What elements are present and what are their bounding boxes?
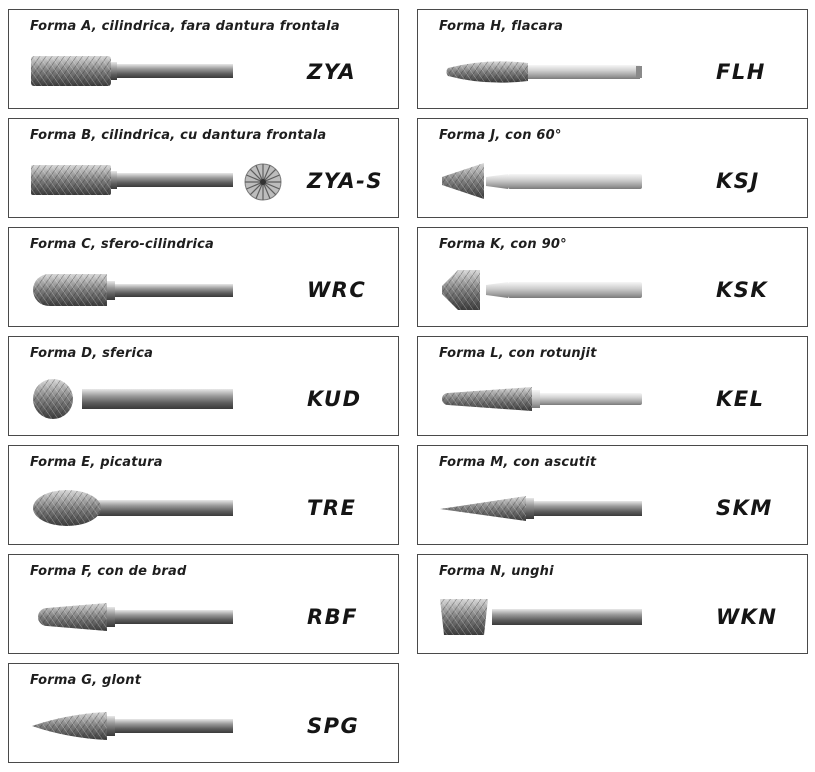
card-title: Forma D, sferica [30,346,154,361]
product-code: WRC [307,278,367,302]
product-code: SPG [307,714,360,738]
burr-card-c [8,227,399,327]
burr-card-b [8,118,399,218]
product-code: ZYA [307,60,357,84]
card-title: Forma L, con rotunjit [439,346,597,361]
cylindrical-burr-icon [27,48,237,98]
product-code: KUD [307,387,362,411]
burr-card-n [417,554,808,654]
ball-nose-cylindrical-burr-icon [27,266,237,316]
burr-card-l [417,336,808,436]
product-code: WKN [716,605,778,629]
tree-radius-burr-icon [27,593,237,643]
burr-card-d [8,336,399,436]
card-title: Forma E, picatura [30,455,163,470]
product-code: TRE [307,496,357,520]
burr-card-k [417,227,808,327]
card-title: Forma N, unghi [439,564,554,579]
oval-burr-icon [27,484,237,534]
card-title: Forma F, con de brad [30,564,187,579]
burr-card-e [8,445,399,545]
burr-card-m [417,445,808,545]
card-title: Forma B, cilindrica, cu dantura frontala [30,128,327,143]
product-code: SKM [716,496,773,520]
card-title: Forma A, cilindrica, fara dantura frontala [30,19,340,34]
card-title: Forma M, con ascutit [439,455,597,470]
cylindrical-end-cut-burr-icon [27,157,237,207]
burr-card-f [8,554,399,654]
cone-pointed-burr-icon [436,484,646,534]
product-code: KSJ [716,169,760,193]
cone-60-burr-icon [436,157,646,207]
card-title: Forma H, flacara [439,19,564,34]
end-face-icon [243,162,283,202]
product-code: RBF [307,605,359,629]
burr-card-a [8,9,399,109]
burr-card-g [8,663,399,763]
burr-card-h [417,9,808,109]
tree-pointed-burr-icon [27,702,237,752]
product-code: FLH [716,60,766,84]
ball-burr-icon [27,375,237,425]
flame-burr-icon [436,48,646,98]
taper-radius-burr-icon [436,375,646,425]
card-title: Forma K, con 90° [439,237,567,252]
burr-card-j [417,118,808,218]
product-code: KSK [716,278,769,302]
product-code: ZYA-S [307,169,384,193]
card-title: Forma J, con 60° [439,128,562,143]
card-title: Forma G, glont [30,673,142,688]
cone-90-burr-icon [436,266,646,316]
card-title: Forma C, sfero-cilindrica [30,237,214,252]
product-code: KEL [716,387,765,411]
inverted-cone-burr-icon [436,593,646,643]
